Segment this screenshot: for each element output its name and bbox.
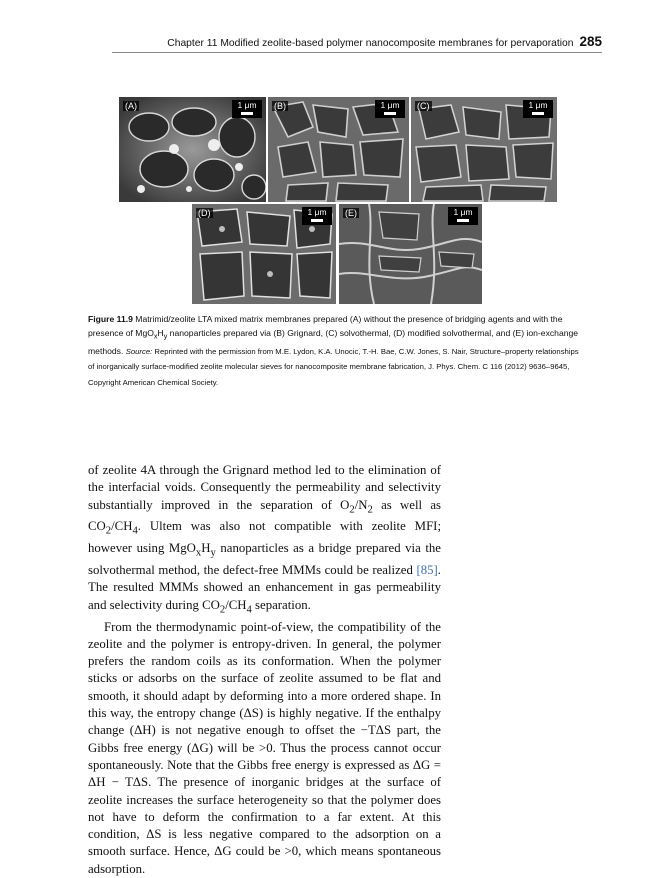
citation-link[interactable]: [85] [416, 563, 438, 578]
running-header [112, 34, 602, 49]
panel-label: (D) [198, 208, 211, 218]
figure-caption-label: Figure 11.9 [88, 314, 133, 324]
page-number: 285 [579, 34, 602, 49]
scale-bar: 1 μm [523, 100, 553, 118]
scale-bar: 1 μm [375, 100, 405, 118]
header-rule [112, 52, 602, 53]
figure-panel-b [268, 97, 409, 202]
scale-bar: 1 μm [232, 100, 262, 118]
panel-label: (E) [345, 208, 357, 218]
panel-label: (A) [125, 101, 137, 111]
panel-label: (B) [274, 101, 286, 111]
figure-panel-e [339, 204, 482, 304]
figure-caption: Figure 11.9 Matrimid/zeolite LTA mixed matrix membranes prepared (A) without the presence of bridging agents and with the presence of $MgO_xH_y$ nanoparticles prepared via (B) Grignard, (C) solvothermal, (D) modified solvothermal, and (E) ion-exchange methods. Source: Reprinted with the permission from M.E. Lydon, K.A. Unocic, T.-H. Bae, C.W. Jones, S. Nair, Structure–property relationships of inorganically surface-modified zeolite molecular sieves for nanocomposite membrane fabrication, J. Phys. Chem. C 116 (2012) 9636–9645, Copyright American Chemical Society. [88, 314, 579, 387]
scale-bar: 1 μm [448, 207, 478, 225]
paragraph-1: of zeolite 4A through the Grignard method led to the elimination of the interfacial voids. Consequently the permeability and selectivity substantially improved in the separation of $O_2/N_2$ as well as $CO_2/CH_4$. Ultem was also not compatible with zeolite MFI; however using $MgO_xH_y$ nanoparticles as a bridge prepared via the solvothermal method, the defect-free MMMs could be realized [85]. The resulted MMMs showed an enhancement in gas permeability and selectivity during $CO_2/CH_4$ separation. [88, 463, 441, 616]
body-text [88, 462, 441, 878]
figure-panel-a [119, 97, 266, 202]
running-title: Chapter 11 Modified zeolite-based polymer nanocomposite membranes for pervaporation [167, 38, 574, 49]
panel-label: (C) [417, 101, 430, 111]
source-text: Reprinted with the permission from M.E. Lydon, K.A. Unocic, T.-H. Bae, C.W. Jones, S. Nair, Structure–property relationships of inorganically surface-modified zeolite molecular sieves for nanocomposite membrane fabrication, J. Phys. Chem. C 116 (2012) 9636–9645, Copyright American Chemical Society. [88, 347, 579, 387]
paragraph-2: From the thermodynamic point-of-view, the compatibility of the zeolite and the polymer is entropy-driven. In general, the polymer prefers the random coils as its conformation. When the polymer sticks or adsorbs on the surface of zeolite assumed to be flat and smooth, it should adapt by deforming into a more ordered shape. In this way, the entropy change (ΔS) is highly negative. If the enthalpy change (ΔH) is not negative enough to offset the −TΔS part, the Gibbs free energy (ΔG) will be >0. Thus the process cannot occur spontaneously. Note that the Gibbs free energy is expressed as ΔG = ΔH − TΔS. The presence of inorganic bridges at the surface of zeolite increases the surface heterogeneity so that the polymer does not have to deform the confirmation to a far extent. At this condition, ΔS is less negative compared to the adsorption on a smooth surface. Hence, ΔG could be >0, which means spontaneous adsorption. [88, 619, 441, 876]
figure-panel-d [192, 204, 336, 304]
scale-bar: 1 μm [302, 207, 332, 225]
figure-panel-c [411, 97, 557, 202]
source-label: Source: [125, 347, 153, 357]
